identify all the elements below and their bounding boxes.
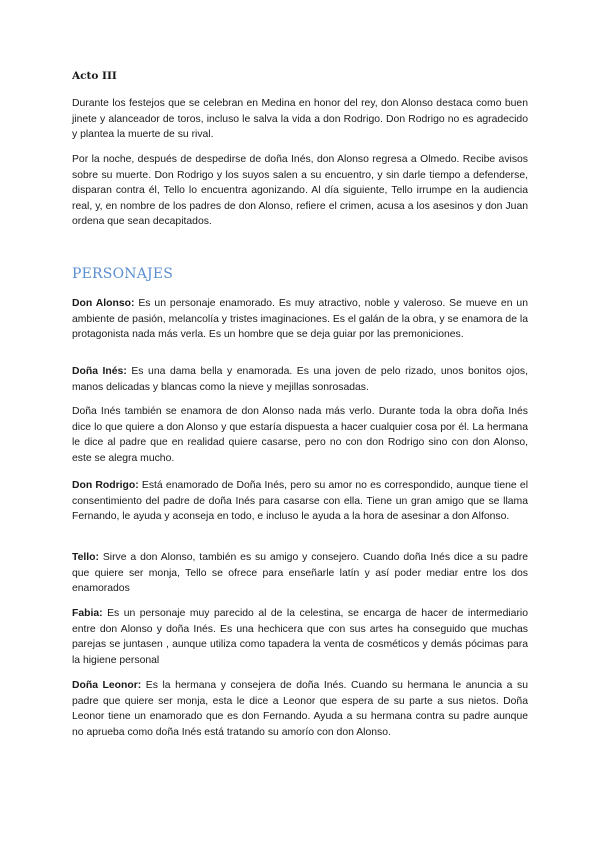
character-name: Fabia:	[72, 608, 103, 619]
character-name: Tello:	[72, 552, 99, 563]
character-entry-don-alonso	[72, 296, 528, 343]
character-description: Sirve a don Alonso, también es su amigo y consejero. Cuando doña Inés dice a su padre que quiere ser monja, Tello se ofrece para enseñarle latín y así poder mediar entre los dos enamorados	[72, 552, 528, 595]
character-entry-don-rodrigo	[72, 478, 528, 525]
character-description: Doña Inés también se enamora de don Alonso nada más verlo. Durante toda la obra doña Inés dice lo que quiere a don Alonso y que estaría dispuesta a hacer cualquier cosa por él. La hermana le dice al padre que en realidad quiere casarse, pero no con don Rodrigo sino con don Alonso, este se alegra mucho.	[72, 406, 528, 464]
character-description: Es la hermana y consejera de doña Inés. Cuando su hermana le anuncia a su padre que quiere ser monja, esta le dice a Leonor que espera de su parte a sus nietos. Doña Leonor tiene un enamorado que es don Fernando. Ayuda a su hermana contra su padre aunque no aprueba como doña Inés está tratando su amorío con don Alonso.	[72, 680, 528, 738]
character-entry-dona-leonor	[72, 678, 528, 740]
character-name: Don Rodrigo:	[72, 480, 139, 491]
character-name: Don Alonso:	[72, 298, 135, 309]
character-description: Está enamorado de Doña Inés, pero su amor no es correspondido, aunque tiene el consentimiento del padre de doña Inés para casarse con ella. Tiene un gran amigo que se llama Fernando, le ayuda y aconseja en todo, e incluso le ayuda a la hora de asesinar a don Alfonso.	[72, 480, 528, 523]
character-name: Doña Inés:	[72, 366, 127, 377]
section-title-personajes: PERSONAJES	[72, 266, 174, 282]
character-entry-dona-ines	[72, 364, 528, 395]
act-heading: Acto III	[72, 70, 117, 82]
character-description: Es un personaje enamorado. Es muy atractivo, noble y valeroso. Se mueve en un ambiente de pasión, melancolía y tristes imaginaciones. Es el galán de la obra, y se enamora de la protagonista nada más verla. Es un hombre que se deja guiar por las premoniciones.	[72, 298, 528, 341]
act-paragraph: Por la noche, después de despedirse de doña Inés, don Alonso regresa a Olmedo. Recibe avisos sobre su muerte. Don Rodrigo y los suyos salen a su encuentro, y sin darle tiempo a defenderse, disparan contra él, Tello lo encuentra agonizando. Al día siguiente, Tello irrumpe en la audiencia real, y, en nombre de los padres de don Alonso, refiere el crimen, acusa a los asesinos y don Juan ordena que sean decapitados.	[72, 154, 528, 228]
character-entry-tello	[72, 550, 528, 597]
character-description: Es una dama bella y enamorada. Es una joven de pelo rizado, unos bonitos ojos, manos delicadas y blancas como la nieve y mejillas sonrosadas.	[72, 366, 528, 393]
act-paragraph: Durante los festejos que se celebran en Medina en honor del rey, don Alonso destaca como buen jinete y alanceador de toros, incluso le salva la vida a don Rodrigo. Don Rodrigo no es agradecido y plantea la muerte de su rival.	[72, 98, 528, 141]
character-entry-fabia	[72, 606, 528, 668]
character-entry-dona-ines-cont	[72, 404, 528, 466]
character-description: Es un personaje muy parecido al de la celestina, se encarga de hacer de intermediario entre don Alonso y doña Inés. Es una hechicera que con sus artes ha conseguido que muchas parejas se juntasen , aunque utiliza como tapadera la venta de cosméticos y demás pócimas para la higiene personal	[72, 608, 528, 666]
character-name: Doña Leonor:	[72, 680, 142, 691]
